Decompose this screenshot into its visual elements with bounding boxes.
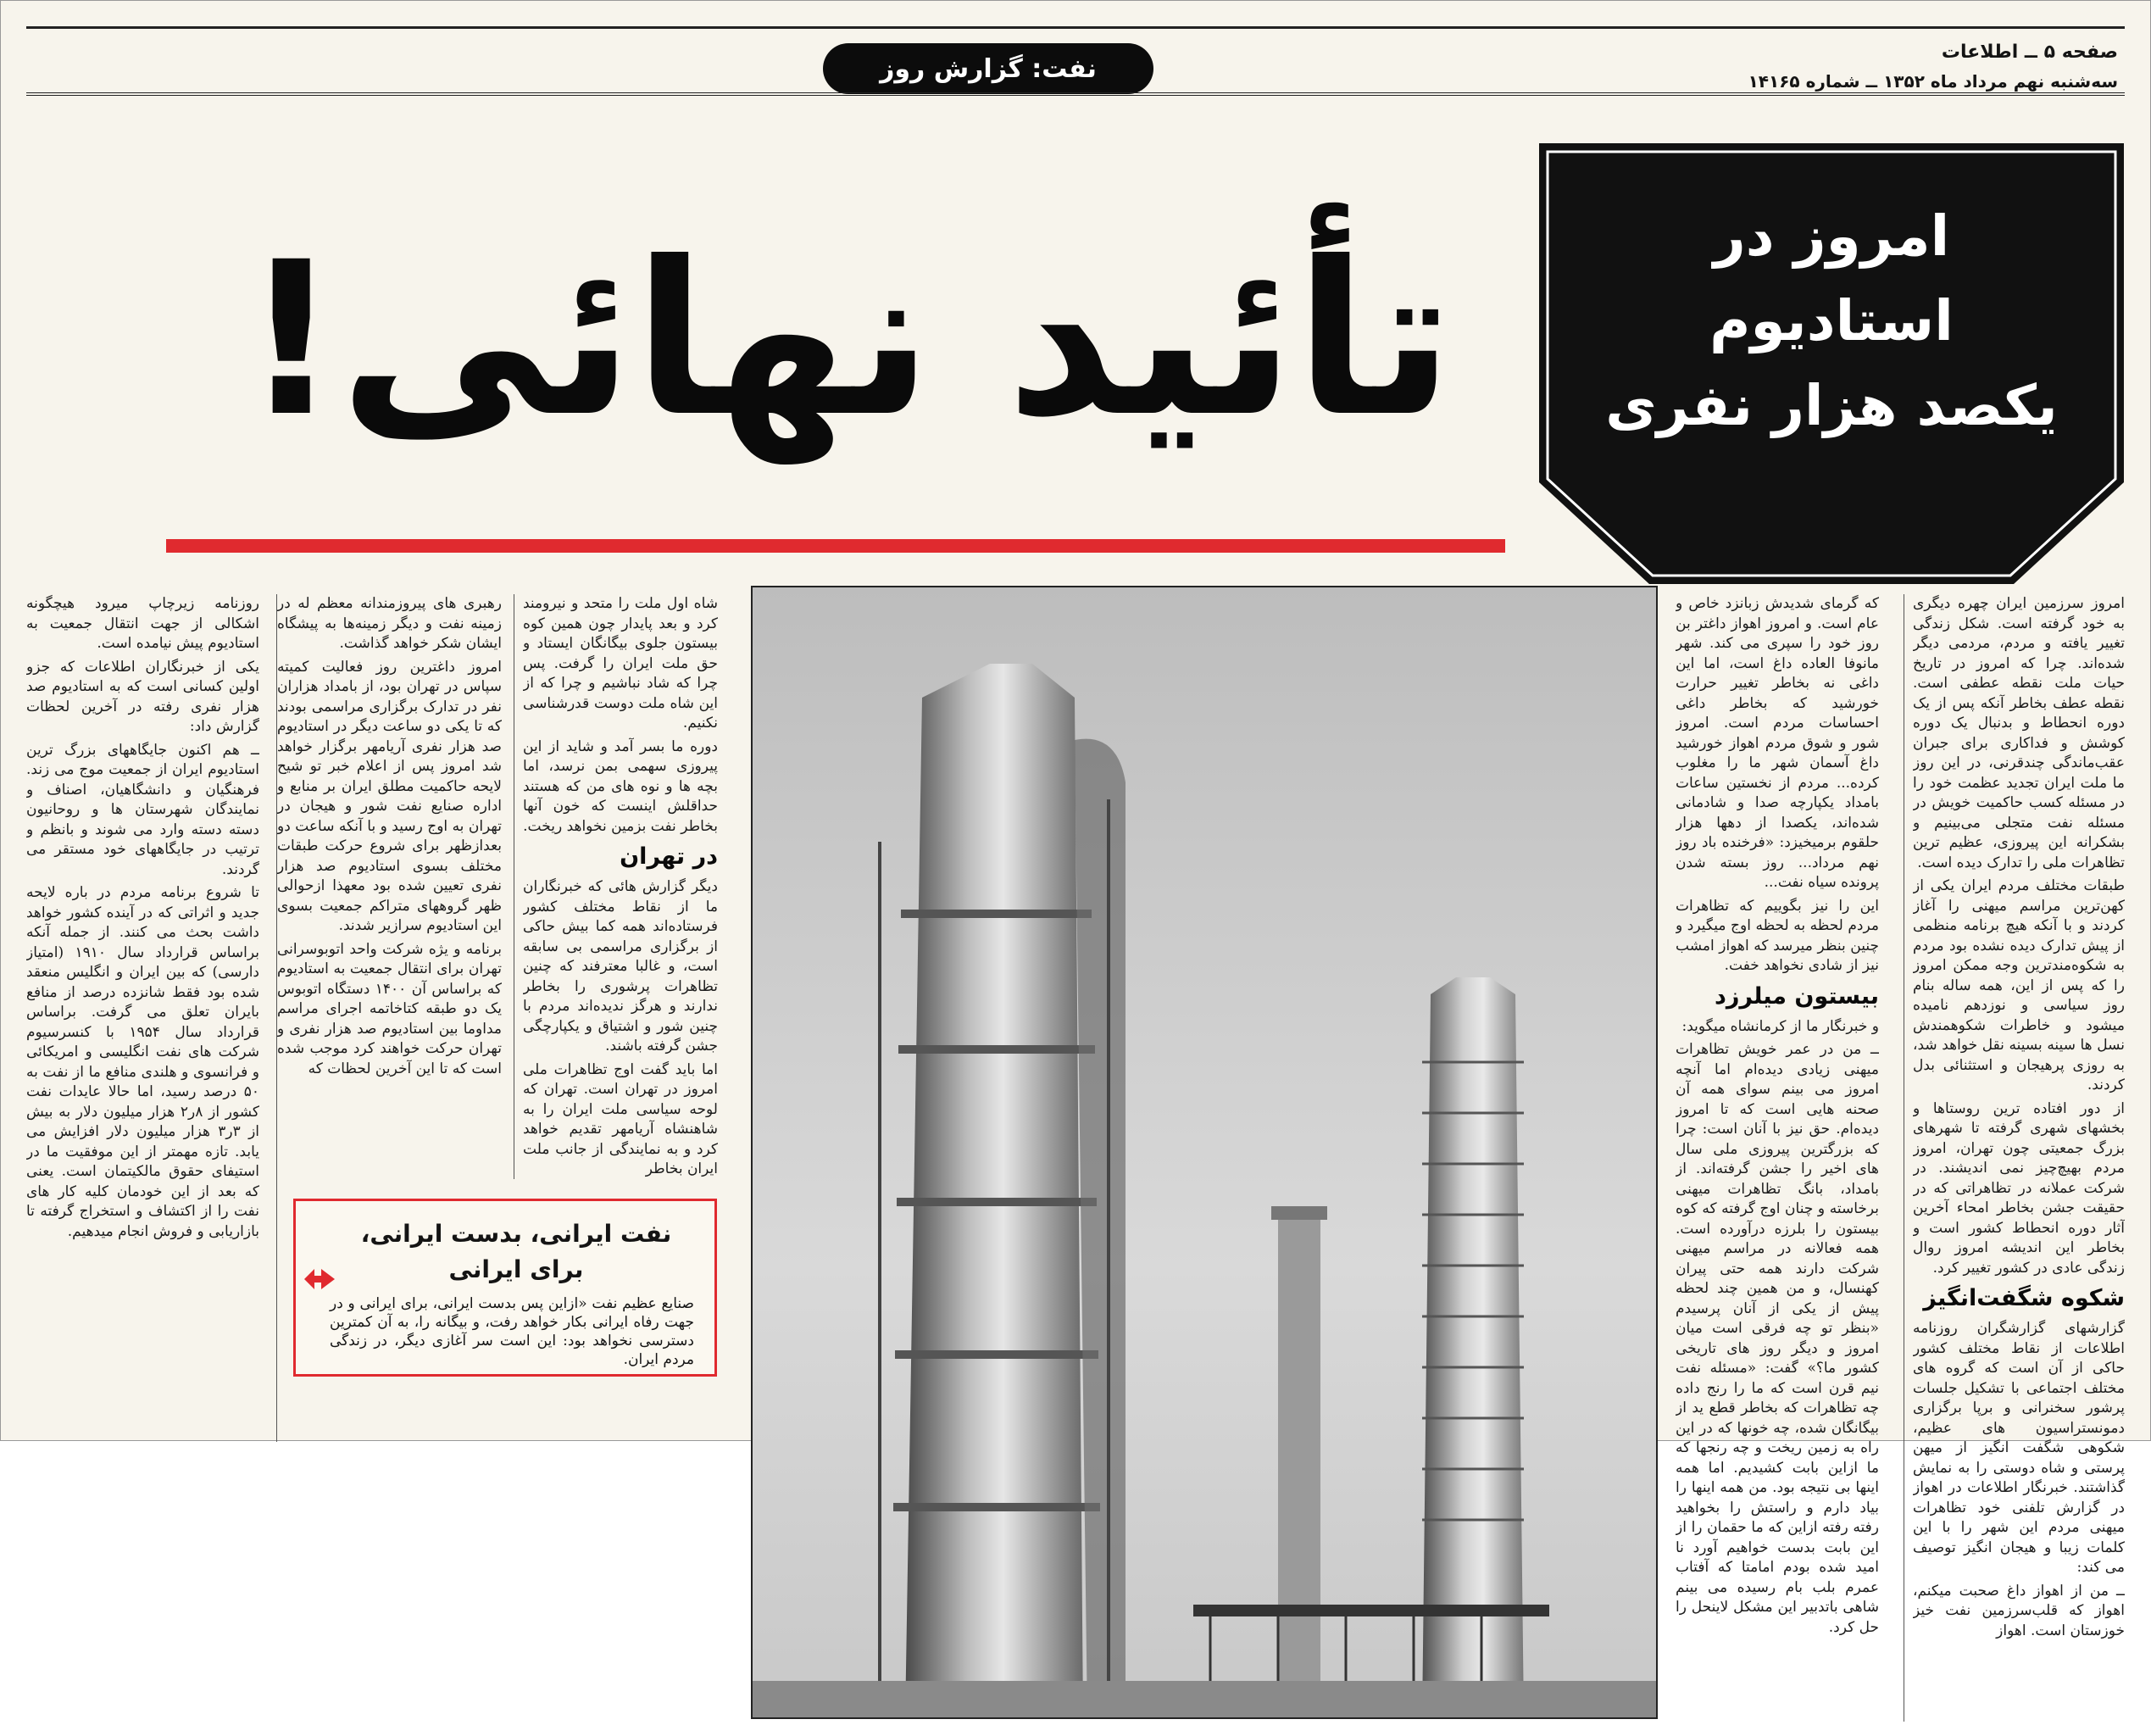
header-rule [26,92,2125,96]
column-1-paragraph: گزارشهای گزارشگران روزنامه اطلاعات از نقاط مختلف کشور حاکی از آن است که گروه های مختلف اجتماعی با تشکیل جلسات پرشور سخنرانی و برپا برگزاری دمونستراسیون های عظیم، شکوهی شگفت انگیز از میهن پرستی و شاه دوستی را به نمایش گذاشتند. خبرنگار اطلاعات در اهواز در گزارش تلفنی خود تظاهرات میهنی مردم این شهر را با این کلمات زیبا و هیجان انگیز توصیف می کند: [1913,1320,2125,1576]
article-column-1 [1913,594,2125,1722]
banner-line-1: امروز در [1713,203,1950,269]
column-1-paragraph: ــ من از اهواز داغ صحبت میکنم، اهواز که قلب‌سرزمین نفت خیز خوزستان است. اهواز [1913,1582,2125,1639]
column-2-paragraph: که گرمای شدیدش زبانزد خاص و عام است. و امروز اهواز داغتر بن روز خود را سپری می کند. شهر مانوفا العاده داغ است، اما این داغی نه بخاطر تغییر حرارت خورشید که بخاطر داغی احساسات مردم است. امروز شور و شوق مردم اهواز خورشید داغ آسمان شهر ما را مغلوب کرده... مردم از نخستین ساعات بامداد یکپارچه صدا و شادمانی شده‌اند، یکصدا از دهها هزار حلقوم برمیخیزد: «فرخنده باد روز نهم مرداد... روز بسته شدن پرونده سیاه نفت... [1676,595,1879,891]
column-2-paragraph: و خبرنگار ما از کرمانشاه میگوید: [1681,1017,1879,1035]
callout-title [338,1216,694,1288]
top-rule [26,26,2125,29]
column-4-paragraph: امروز داغترین روز فعالیت کمیته سپاس در تهران بود، از بامداد هزاران نفر در تدارک برگزاری مراسمی بودند که تا یکی دو ساعت دیگر در استادیوم صد هزار نفری آریامهر برگزار خواهد شد امروز پس از اعلام خبر تو شیح لایحه حاکمیت مطلق ایران بر منابع و اداره صنایع نفت شور و هیجان در تهران به اوج رسید و با آنکه ساعت دو بعدازظهر برای شروع حرکت طبقات مختلف بسوی استادیوم صد هزار نفری تعیین شده بود معهذا ازحوالی ظهر گروههای متراکم جمعیت بسوی این استادیوم سرازیر شدند. [277,658,502,934]
subhead-magnificent-splendor: شکوه شگفت‌انگیز [1923,1285,2125,1311]
refinery-photo [751,586,1658,1719]
column-3-paragraph: دیگر گزارش هائی که خبرنگاران ما از نقاط مختلف کشور فرستاده‌اند همه کما بیش حاکی از برگزاری مراسمی بی سابقه است، و غالبا معترفند که چنین تظاهرات پرشوری را بخاطر ندارند و هرگز ندیده‌اند مردم با چنین شور و اشتیاق و یکپارچگی جشن گرفته باشند. [523,878,718,1054]
column-5-paragraph: ــ هم اکنون جایگاههای بزرگ ترین استادیوم ایران از جمعیت موج می زند. فرهنگیان و دانشگاهیان، اصناف و نمایندگان شهرستان ها و روحانیون دسته دسته وارد می شوند و بانظم و ترتیب در جایگاههای خود مستقر می گردند. [26,741,259,878]
headline-red-rule [166,539,1505,553]
callout-title-line-2: برای ایرانی [448,1255,584,1283]
column-5-paragraph: یکی از خبرنگاران اطلاعات که جزو اولین کسانی است که به استادیوم صد هزار نفری رفته در آخرین لحظات گزارش داد: [26,658,259,735]
column-divider [276,594,277,1442]
banner-line-2: استادیوم [1709,288,1954,353]
article-column-5 [26,594,259,1429]
banner-text [1539,194,2124,448]
date-info: سه‌شنبه نهم مرداد ماه ۱۳۵۲ ــ شماره ۱۴۱۶۵ [1748,71,2118,92]
callout-box [293,1199,717,1377]
article-column-2 [1676,594,1879,1722]
subhead-in-tehran: در تهران [620,843,718,870]
red-double-arrow-icon [304,1267,335,1291]
article-column-3 [523,594,718,1188]
refinery-towers-illustration [753,587,1658,1719]
column-3-paragraph: دوره ما بسر آمد و شاید از این پیروزی سهمی بمن نرسد، اما بچه ها و نوه های من که هستند حداقلش اینست که خون آنها بخاطر نفت بزمین نخواهد ریخت. [523,737,718,835]
page-info: صفحه ۵ ــ اطلاعات [1941,42,2118,63]
callout-title-line-1: نفت ایرانی، بدست ایرانی، [360,1220,672,1248]
banner-line-3: یکصد هزار نفری [1605,373,2058,438]
column-1-paragraph: امروز سرزمین ایران چهره دیگری به خود گرفته است. شکل زندگی تغییر یافته و مردم، مردمی دیگر شده‌اند. چرا که امروز در تاریخ حیات ملت نقطه عطفی است. نقطه عطف بخاطر آنکه پس از یک دوره انحطاط و بدنبال یک دوره کوشش و فداکاری برای جبران عقب‌ماندگی چندقرنی، در این روز ما ملت ایران تجدید عظمت خود را در مسئله کسب حاکمیت خویش در مسئله نفت متجلی می‌بینیم و بشکرانه این پیروزی، عظیم ترین تظاهرات ملی را تدارک دیده است. [1913,595,2125,871]
banner-box [1539,143,2124,584]
column-3-paragraph: شاه اول ملت را متحد و نیرومند کرد و بعد پایدار چون همین کوه بیستون جلوی بیگانگان ایستاد و حق ملت ایران را گرفت. پس چرا که شاد نباشیم و چرا که از این شاه ملت دوست قدرشناسی نکنیم. [523,595,718,732]
callout-body: صنایع عظیم نفت «ازاین پس بدست ایرانی، برای ایرانی و در جهت رفاه ایرانی بکار خواهد رفت، و بیگانه را، به آن کمترین دسترسی نخواهد بود: این است سر آغازی دیگر، در زندگی مردم ایران. [330,1295,694,1368]
column-4-paragraph: رهبری های پیروزمندانه معظم له در زمینه نفت و دیگر زمینه‌ها به پیشگاه ایشان شکر خواهد گذاشت. [277,595,502,652]
column-1-paragraph: از دور افتاده ترین روستاها و بخشهای شهری گرفته تا شهرهای بزرگ جمعیتی چون تهران، امروز مردم بهیچ‌چیز نمی اندیشند. در شرکت عملانه در تظاهراتی که در حقیقت جشن بخاطر امحاء آخرین آثار دوره انحطاط کشور است و بخاطر این اندیشه امروز روال زندگی عادی در کشور تغییر کرد. [1913,1099,2125,1277]
column-5-paragraph: تا شروع برنامه مردم در باره لایحه جدید و اثراتی که در آینده کشور خواهد داشت بحث می کنند. از جمله آنکه براساس قرارداد سال ۱۹۱۰ (امتیاز دارسی) که بین ایران و انگلیس منعقد شده بود فقط شانزده درصد از منافع بایران تعلق می گرفت. براساس قرارداد سال ۱۹۵۴ با کنسرسیوم شرکت های نفت انگلیسی و امریکائی و فرانسوی و هلندی منافع ما از نفت به ۵۰ درصد رسید، اما حالا عایدات نفت کشور از ۸ر۲ هزار میلیون دلار به بیش از ۳ر۳ هزار میلیون دلار افزایش می یابد. تازه مهمتر از این موفقیت ما در استیفای حقوق مالکیتمان است. یعنی که بعد از این خودمان کلیه کار های نفت را از اکتشاف و استخراج گرفته تا بازاریابی و فروش انجام میدهیم. [26,884,259,1240]
main-headline: تأئید نهائی! [242,216,1454,463]
column-3-paragraph: اما باید گفت اوج تظاهرات ملی امروز در تهران است. تهران که لوحه سیاسی ملت ایران را به شاهنشاه آریامهر تقدیم خواهد کرد و به نمایندگی از جانب ملت ایران بخاطر [523,1060,718,1177]
article-column-4 [277,594,502,1188]
column-4-paragraph: برنامه و یژه شرکت واحد اتوبوسرانی تهران برای انتقال جمعیت به استادیوم که براساس آن ۱۴۰۰ دستگاه اتوبوس یک دو طبقه کتاخاتمه اجرای مراسم مداوما بین استادیوم صد هزار نفری و تهران حرکت خواهند کرد موجب شده است که تا این آخرین لحظات که [277,940,502,1077]
section-tag: نفت: گزارش روز [823,43,1153,94]
column-1-paragraph: طبقات مختلف مردم ایران یکی از کهن‌ترین مراسم میهنی را آغاز کردند و با آنکه هیچ برنامه منظمی از پیش تدارک دیده نشده بود مردم به شکوه‌مندترین وجه ممکن امروز را که پس از این، همه ساله بنام روز سیاسی و نوزدهم نامیده میشود و خاطرات شکوهمندش نسل ها سینه بسینه نقل خواهد شد، به روزی پرهیجان و استثنائی بدل کردند. [1913,877,2125,1093]
subhead-bisotun-trembles: بیستون میلرزد [1715,982,1879,1010]
column-5-paragraph: روزنامه زیرچاپ میرود هیچگونه اشکالی از جهت انتقال جمعیت به استادیوم پیش نیامده است. [26,595,259,652]
column-2-paragraph: این را نیز بگوییم که تظاهرات مردم لحظه به لحظه اوج میگیرد و چنین بنظر میرسد که اهواز امشب نیز از شادی نخواهد خفت. [1676,897,1879,974]
header-info [1677,38,2118,96]
column-2-paragraph: ــ من در عمر خویش تظاهرات میهنی زیادی دیده‌ام اما آنچه امروز می بینم سوای همه آن صحنه هایی است که تا امروز دیده‌ام. حق نیز با آنان است: چرا که بزرگترین پیروزی ملی سال های اخیر را جشن گرفته‌اند. از بامداد، بانگ تظاهرات میهنی برخاسته و چنان اوج گرفته که کوه بیستون را بلرزه درآورده است. همه فعالانه در مراسم میهنی شرکت دارند همه حتی پیران کهنسال، و من همین چند لحظه پیش از یکی از آنان پرسیدم «بنظر تو چه فرقی است میان امروز و دیگر روز های تاریخی کشور ما؟» گفت: «مسئله نفت نیم قرن است که ما را رنج داده چه تظاهرات که بخاطر قطع ید از بیگانگان شده، چه خونها که در این راه به زمین ریخت و چه رنجها که ما ازاین بابت کشیدیم. اما همه اینها بی نتیجه بود. من همه اینها را بیاد دارم و راستش را بخواهید رفته رفته ازاین که ما حقمان را از این بابت بدست خواهیم آورد نا امید شده بودم امامتا که آفتاب عمرم بلب بام رسیده می بینم شاهی باتدبیر این مشکل لاینحل را حل کرد. [1676,1041,1879,1636]
